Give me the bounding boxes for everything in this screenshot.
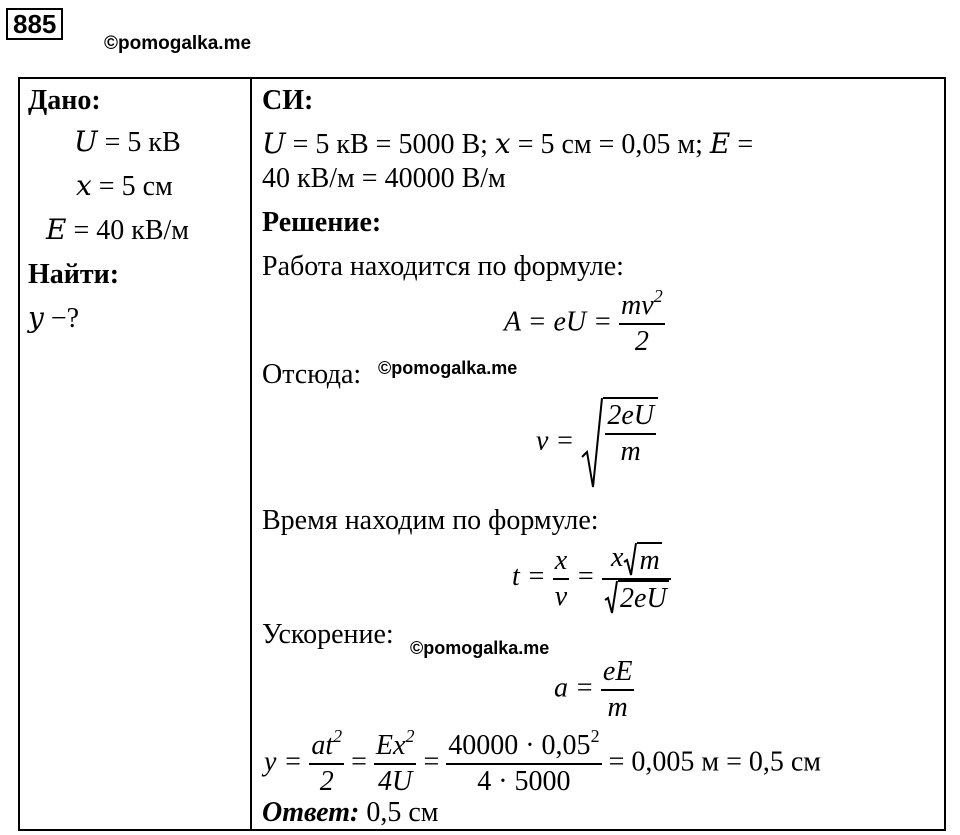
time-formula-eq: =	[576, 561, 596, 592]
time-f1-den: v	[554, 580, 568, 612]
y-eq-1: =	[351, 746, 367, 778]
y-f1-den: 2	[319, 766, 334, 797]
given-voltage: 𝑈 = 5 кВ	[74, 127, 181, 158]
work-formula	[504, 286, 665, 359]
work-formula-lhs: A = eU =	[504, 306, 613, 338]
y-eq-2: =	[423, 746, 440, 778]
y-result: = 0,005 м = 0,5 см	[608, 746, 822, 778]
watermark-middle: ©pomogalka.me	[378, 358, 518, 378]
y-f3-num-exp: 2	[590, 726, 600, 746]
accel-den: m	[607, 692, 628, 723]
time-fraction-1	[553, 544, 569, 614]
y-f2-num-exp: 2	[405, 726, 415, 746]
y-formula-lhs: y =	[264, 746, 303, 778]
accel-fraction	[601, 655, 635, 725]
si-line-2: 40 кВ/м = 40000 В/м	[262, 163, 506, 194]
watermark-bottom: ©pomogalka.me	[410, 638, 550, 658]
y-fraction-3	[446, 726, 601, 799]
velocity-formula	[536, 397, 658, 489]
y-f3-num: 40000 · 0,05	[448, 730, 591, 761]
velocity-root	[581, 397, 658, 489]
accel-text: Ускорение:	[262, 619, 394, 650]
si-line-1: 𝑈 = 5 кВ = 5000 В; 𝑥 = 5 см = 0,05 м; 𝐸 =	[262, 129, 754, 160]
y-f1-num: at	[311, 730, 334, 761]
work-formula-num: mv	[621, 290, 654, 321]
time-f2-num-root: m	[637, 542, 661, 578]
work-formula-den: 2	[634, 326, 649, 357]
time-num-root	[623, 542, 661, 578]
solution-title: Решение:	[262, 207, 382, 238]
radical-sign-icon	[581, 397, 603, 489]
radical-sign-icon	[604, 580, 618, 614]
work-text: Работа находится по формуле:	[262, 251, 624, 282]
given-title: Дано:	[28, 85, 101, 116]
problem-number: 885	[6, 8, 63, 40]
time-den-root	[604, 580, 669, 616]
si-title: СИ:	[262, 85, 314, 116]
time-f2-num-x: x	[611, 542, 624, 573]
given-field: 𝐸 = 40 кВ/м	[46, 215, 190, 246]
time-f2-den-root: 2eU	[618, 580, 669, 616]
radical-sign-icon	[623, 542, 637, 576]
accel-num: eE	[601, 655, 635, 691]
watermark-top: ©pomogalka.me	[104, 33, 252, 54]
given-distance: 𝑥 = 5 см	[76, 171, 173, 202]
y-f1-num-exp: 2	[333, 726, 343, 746]
column-divider	[250, 79, 252, 829]
time-text: Время находим по формуле:	[262, 505, 599, 536]
y-f3-den: 4 · 5000	[477, 766, 571, 797]
y-formula	[264, 726, 822, 799]
y-fraction-1	[309, 726, 344, 799]
accel-formula-lhs: a =	[554, 672, 594, 704]
y-fraction-2	[374, 726, 417, 799]
time-formula	[512, 541, 671, 616]
find-title: Найти:	[28, 259, 120, 290]
time-f1-num: x	[553, 544, 569, 580]
velocity-fraction	[605, 399, 656, 469]
velocity-num: 2eU	[605, 399, 656, 435]
solution-sheet	[18, 77, 946, 831]
velocity-formula-lhs: v =	[536, 425, 575, 457]
accel-formula	[554, 655, 634, 725]
y-f2-den: 4U	[378, 766, 413, 797]
time-formula-lhs: t =	[512, 561, 546, 592]
velocity-den: m	[620, 436, 641, 467]
work-formula-num-exp: 2	[653, 286, 663, 306]
answer-label: Ответ:	[262, 797, 360, 828]
answer-value: 0,5 см	[366, 797, 439, 828]
work-formula-fraction	[619, 286, 665, 359]
time-fraction-2	[602, 541, 671, 616]
answer-line	[262, 797, 439, 829]
hence-text: Отсюда:	[262, 359, 362, 390]
y-f2-num: Ex	[375, 730, 406, 761]
find-value: 𝑦 −?	[28, 303, 80, 334]
